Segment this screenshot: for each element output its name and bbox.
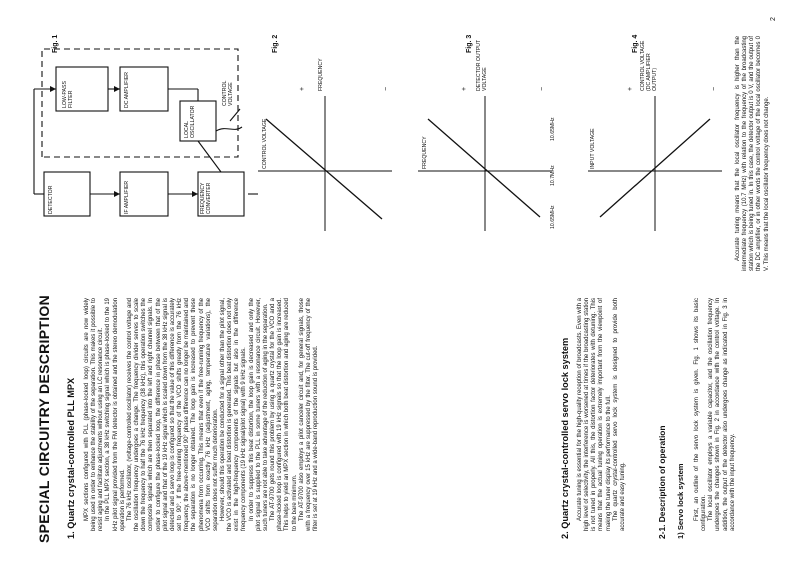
- control-voltage-label: CONTROL VOLTAGE: [222, 80, 234, 106]
- page-number: 2: [770, 17, 777, 21]
- fig2-plus: +: [299, 86, 306, 91]
- fig4-plus: +: [627, 86, 634, 91]
- paragraph: Accurate tuning is essential for the high-quality reception of broadcasts. Even with a high level of selectivity, the interference is worsened at times if the broadcasting station is not tuned in properly. All this, the distortion factor deteriorates with detuning. This means that the actual tuning operation is extremely important from the viewpoint of making the tuner display its performance to the full.: [577, 298, 612, 531]
- section-1-body: [84, 298, 320, 531]
- section-1-heading: 1. Quartz crystal-controlled PLL MPX: [66, 377, 76, 539]
- fig2-x-axis-label: CONTROL VOLTAGE: [262, 118, 268, 169]
- paragraph: In order to suppress this beat distortion, the loop gain is decreased and only the pilot signal is supplied to the PLL in some tuners with a resonance circuit. However, such tuners are not able to take advantage of the reduction of aging in the separation.: [248, 298, 269, 531]
- detector-label: DETECTOR: [48, 185, 54, 214]
- paragraph: The local oscillator employs a variable capacitor, and the oscillation frequency undergoes the changes shown in Fig. 2 in accordance with the control voltage. In addition, the output of the detector also undergoes change as indicated in Fig. 3 in accordance with the input frequency.: [708, 298, 736, 531]
- if-amplifier-label: IF AMPLIFIER: [124, 180, 130, 214]
- fig3-minus: −: [539, 86, 546, 91]
- fig3-tick-right: 10.65MHz: [550, 117, 556, 141]
- fig1-label: Fig. 1: [52, 34, 59, 53]
- subsection-heading: 2-1. Description of operation: [657, 425, 667, 539]
- fig3-x-axis-label: FREQUENCY: [422, 136, 428, 169]
- paragraph: However, should this operation be conducted for a signal other than the pilot signal, the VCO is activated and beat distortion is generated. This beat distortion does not only exist in the high-frequency components of the signals but also in the difference frequency components (19 kHz signal/pilot signal) with 9 kHz signals.: [219, 298, 248, 531]
- paragraph: The AT-9700 also employs a pilot canceler circuit and, for general signals, those with a frequency over 15 kHz are suppressed by the filter. The cut-off frequency of the filter is set at 19 kHz and a wide-band reproduction sound is provided.: [298, 298, 319, 531]
- fig4-minus: −: [711, 86, 718, 91]
- fig2-label: Fig. 2: [272, 34, 279, 53]
- fig4-y-axis-label: CONTROL VOLTAGE (DC AMPLIFIER OUTPUT): [640, 40, 658, 91]
- paragraph: MPX sections configured with PLL (phase-locked loop) circuits are now widely being used in order to enhance the stability of the separation. This makes it possible to resist aging and facilitate adjustments without using an LC resonance circuit.: [84, 298, 105, 531]
- fig2-graph: [250, 91, 400, 231]
- right-column-text: [735, 36, 771, 271]
- fig2-y-axis-label: FREQUENCY: [318, 58, 324, 91]
- fig3-tick-mid: 10.7MHz: [550, 165, 556, 186]
- dc-amplifier-label: DC AMPLIFIER: [124, 71, 130, 108]
- page-title: SPECIAL CIRCUITRY DESCRIPTION: [36, 294, 52, 543]
- local-oscillator-label: LOCAL OSCILLATOR: [184, 105, 196, 138]
- paragraph: In the PLL MPX section, a 38 kHz switching signal which is phase-locked to the 19 kHz pilot signal provided from the FM detector is obtained and the stereo demodulation operation is performed.: [105, 298, 126, 531]
- fig3-tick-left: 10.65MHz: [550, 205, 556, 229]
- paragraph: Accurate tuning means that the local oscillator frequency is higher than the intermediate frequency (10.7 MHz) with relation to the frequency of the broadcasting station which is being tuned in. In this case, the detector output is 0 V, and the output of the DC amplifier, or in other words the control voltage of the local oscillator becomes 0 V. This means that the local oscillator frequency does not change.: [735, 36, 770, 271]
- section-2-body-2: [694, 298, 737, 531]
- fig3-graph: [410, 91, 560, 231]
- fig2-minus: −: [383, 86, 390, 91]
- subsubsection-heading: 1) Servo lock system: [676, 463, 685, 539]
- fig4-label: Fig. 4: [632, 34, 639, 53]
- fig3-label: Fig. 3: [466, 34, 473, 53]
- section-2-body: [577, 298, 627, 531]
- paragraph: The quartz crystal-controlled servo lock system is designed to provide both accurate and easy tuning.: [612, 298, 626, 531]
- lowpass-filter-label: LOW-PASS FILTER: [62, 81, 74, 108]
- section-2-heading: 2. Quartz crystal-controlled servo lock system: [560, 337, 570, 539]
- fig4-x-axis-label: INPUT VOLTAGE: [590, 128, 596, 169]
- fig3-plus: +: [461, 86, 468, 91]
- fig3-y-axis-label: DETECTOR OUTPUT VOLTAGE: [476, 39, 488, 91]
- paragraph: First, an outline of the servo lock system is given. Fig. 1 shows its basic configuration.: [694, 298, 708, 531]
- frequency-converter-label: FREQUENCY CONVERTER: [200, 182, 212, 214]
- paragraph: The AT-9700 gets round this problem by using a quartz crystal for the VCO and a phase-locked loop is configured with 19 kHz signals so that the loop gain is increased. This helps to yield an MPX section in which both beat distortion and aging are reduced to the bare minimum.: [270, 298, 298, 531]
- paragraph: The 76 kHz oscillator, (voltage-controlled oscillator) receives the control voltage and the oscillation frequency undergoes a change. The frequency divider serves to scale down the frequency to half the 76 kHz frequency (38 kHz), this operation switches the composite signals which are then separated into the left and right channel signals. In order to configure the phase-locked loop, the difference in phase between that of the pilot signal and that of the 19 kHz signal which is scaled down from the 38 kHz signal is detected and a servo loop is configured so that the value of this difference is accurately set to 90°. If the free-running frequency of the VCO shifts greatly from the 76 kHz frequency, the above-mentioned 90° phase difference can no longer be maintained and the separation is no longer obtained. The loop gain is increased to prevent these phenomena from occurring. This means that even if the free-running frequency of the VCO shifts from exactly 76 kHz (adjustment, aging, temperature variations), the separation does not suffer much deterioration.: [126, 298, 219, 531]
- fig1-diagram: [30, 21, 250, 271]
- fig4-graph: [580, 91, 730, 231]
